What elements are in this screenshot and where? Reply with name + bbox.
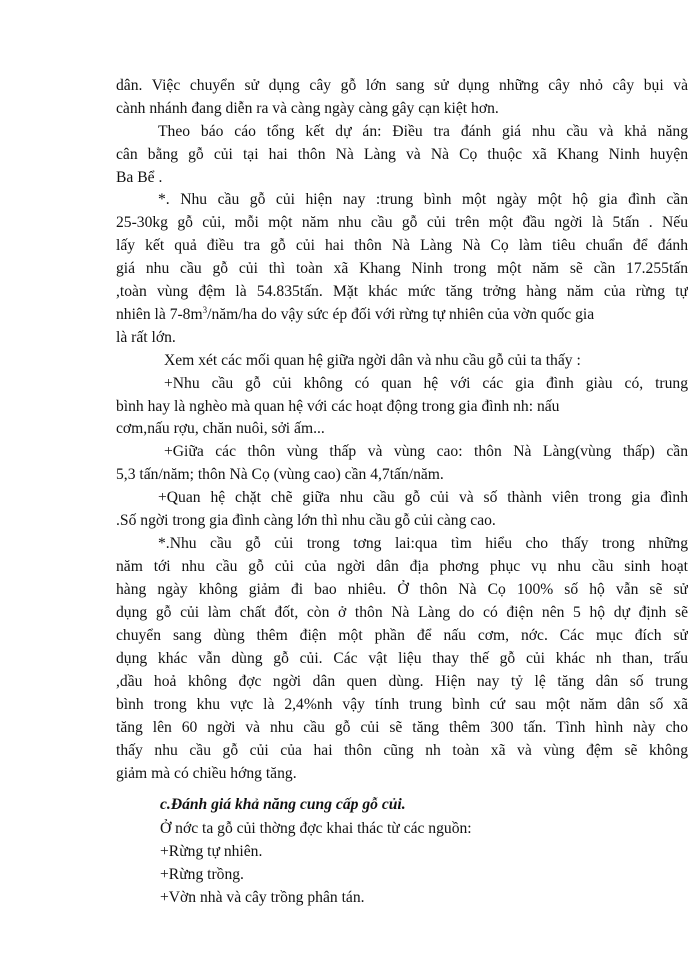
paragraph-line: giá nhu cầu gỗ củi thì toàn xã Khang Ninh trong một năm sẽ cần 17.255tấn [116, 260, 688, 277]
paragraph-line: cơm,nấu rợu, chăn nuôi, sởi ấm... [116, 420, 325, 437]
paragraph-line: ,dầu hoả không đợc ngời dân quen dùng. Hiện nay tỷ lệ tăng dân số trung [116, 673, 688, 690]
paragraph-line: ,toàn vùng đệm là 54.835tấn. Mặt khác mức tăng trởng hàng năm của rừng tự [116, 283, 688, 300]
list-item: +Vờn nhà và cây trồng phân tán. [160, 889, 365, 906]
paragraph-line: bình hay là nghèo mà quan hệ với các hoạt động trong gia đình nh: nấu [116, 398, 560, 415]
paragraph-line: 5,3 tấn/năm; thôn Nà Cọ (vùng cao) cần 4,7tấn/năm. [116, 466, 444, 483]
paragraph-line: tăng lên 60 ngời và nhu cầu gỗ củi sẽ tăng thêm 300 tấn. Tình hình này cho [116, 719, 688, 736]
paragraph-line: +Giữa các thôn vùng thấp và vùng cao: thôn Nà Làng(vùng thấp) cần [164, 443, 688, 460]
paragraph-line: năm tới nhu cầu gỗ củi của ngời dân địa phơng phục vụ nhu cầu sinh hoạt [116, 558, 688, 575]
paragraph-line: Ở nớc ta gỗ củi thờng đợc khai thác từ các nguồn: [160, 820, 472, 837]
list-item: +Rừng trồng. [160, 866, 244, 883]
paragraph-line: +Nhu cầu gỗ củi không có quan hệ với các gia đình giàu có, trung [164, 375, 688, 392]
line-text: nhiên là 7-8m [116, 306, 203, 323]
paragraph-line: Ba Bể . [116, 169, 163, 186]
paragraph-line: Theo báo cáo tổng kết dự án: Điều tra đánh giá nhu cầu và khả năng [158, 123, 688, 140]
paragraph-line: *. Nhu cầu gỗ củi hiện nay :trung bình một ngày một hộ gia đình cần [158, 191, 688, 208]
paragraph-line: bình trong khu vực là 2,4%nh vậy tính trung bình cứ sau một năm dân số xã [116, 696, 688, 713]
paragraph-line: dân. Việc chuyển sử dụng cây gỗ lớn sang sử dụng những cây nhỏ cây bụi và [116, 77, 688, 94]
paragraph-line: cành nhánh đang diễn ra và càng ngày càng gây cạn kiệt hơn. [116, 100, 499, 117]
paragraph-line: .Số ngời trong gia đình càng lớn thì nhu cầu gỗ củi càng cao. [116, 512, 496, 529]
line-text: /năm/ha do vậy sức ép đối với rừng tự nhiên của vờn quốc gia [207, 306, 595, 323]
paragraph-line [116, 304, 688, 326]
paragraph-line: +Quan hệ chặt chẽ giữa nhu cầu gỗ củi và số thành viên trong gia đình [158, 489, 688, 506]
paragraph-line: dụng khác vẫn dùng gỗ củi. Các vật liệu thay thế gỗ củi khác nh than, trấu [116, 650, 688, 667]
section-heading: c.Đánh giá khả năng cung cấp gỗ củi. [160, 796, 406, 813]
paragraph-line: 25-30kg gỗ củi, mỗi một năm nhu cầu gỗ củi trên một đầu ngời là 5tấn . Nếu [116, 214, 688, 231]
paragraph-line: giảm mà có chiều hớng tăng. [116, 765, 297, 782]
paragraph-line: là rất lớn. [116, 329, 176, 346]
paragraph-line: lấy kết quả điều tra gỗ củi hai thôn Nà Làng Nà Cọ làm tiêu chuẩn để đánh [116, 237, 688, 254]
paragraph-line: Xem xét các mối quan hệ giữa ngời dân và nhu cầu gỗ củi ta thấy : [164, 352, 581, 369]
paragraph-line: chuyển sang dùng thêm điện một phần để nấu cơm, nớc. Các mục đích sử [116, 627, 688, 644]
paragraph-line: hàng ngày không giảm đi bao nhiêu. Ở thôn Nà Cọ 100% số hộ vẫn sẽ sử [116, 581, 688, 598]
paragraph-line: cân bằng gỗ củi tại hai thôn Nà Làng và Nà Cọ thuộc xã Khang Ninh huyện [116, 146, 688, 163]
superscript-exponent: 3 [202, 305, 208, 315]
paragraph-line: *.Nhu cầu gỗ củi trong tơng lai:qua tìm hiểu cho thấy trong những [158, 535, 688, 552]
paragraph-line: dụng gỗ củi làm chất đốt, còn ở thôn Nà Làng do có điện nên 5 hộ dự định sẽ [116, 604, 688, 621]
list-item: +Rừng tự nhiên. [160, 843, 263, 860]
paragraph-line: thấy nhu cầu gỗ củi của hai thôn cũng nh toàn xã và vùng đệm sẽ không [116, 742, 688, 759]
